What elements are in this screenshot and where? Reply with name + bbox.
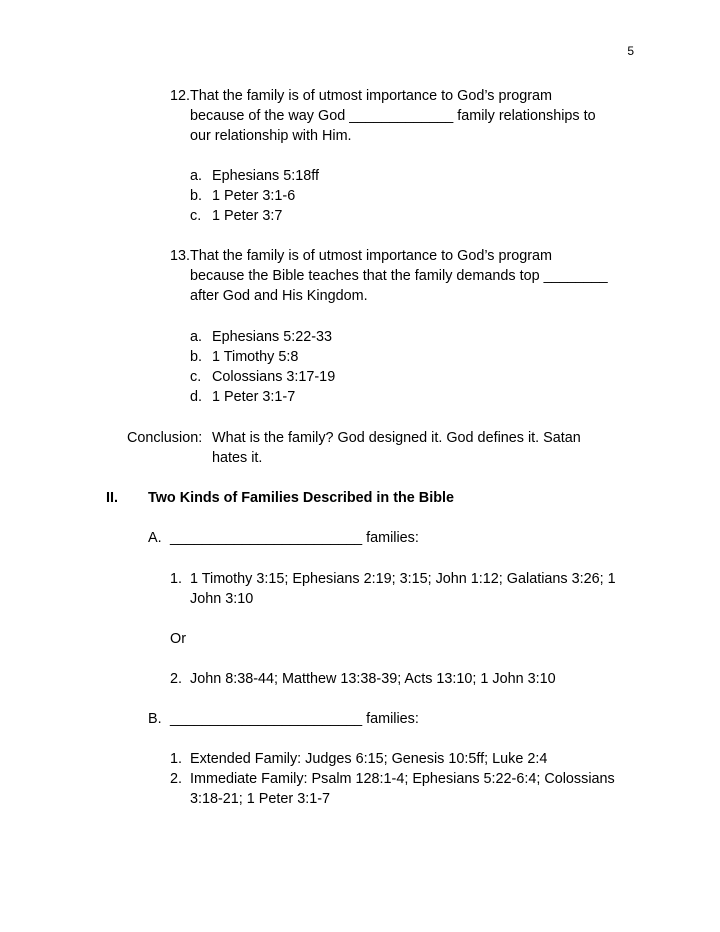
- item-12-line-3: our relationship with Him.: [190, 128, 352, 144]
- part-a-item-2-line-1: John 8:38-44; Matthew 13:38-39; Acts 13:10; 1 John 3:10: [190, 671, 556, 687]
- part-b-item-2-line-1: Immediate Family: Psalm 128:1-4; Ephesians 5:22-6:4; Colossians: [190, 771, 615, 787]
- part-a-item-2-number: 2.: [170, 671, 183, 687]
- item-13-ref-c: Colossians 3:17-19: [212, 369, 336, 385]
- part-b-text: ________________________ families:: [170, 711, 419, 727]
- part-b-letter: B.: [148, 711, 162, 727]
- part-b-item-2-line-2: 3:18-21; 1 Peter 3:1-7: [190, 791, 330, 807]
- part-b-item-1-line-1: Extended Family: Judges 6:15; Genesis 10:5ff; Luke 2:4: [190, 751, 548, 767]
- item-13-line-3: after God and His Kingdom.: [190, 288, 368, 304]
- part-a-item-1-line-1: 1 Timothy 3:15; Ephesians 2:19; 3:15; John 1:12; Galatians 3:26; 1: [190, 571, 616, 587]
- item-13-line-2: because the Bible teaches that the family demands top ________: [190, 268, 608, 284]
- item-13-line-1: That the family is of utmost importance to God’s program: [190, 248, 553, 264]
- part-a-or: Or: [170, 631, 186, 647]
- conclusion-line-1: What is the family? God designed it. God defines it. Satan: [212, 430, 581, 446]
- item-12-line-1: That the family is of utmost importance to God’s program: [190, 88, 553, 104]
- item-12-number: 12.: [170, 88, 191, 104]
- item-12-ref-c: 1 Peter 3:7: [212, 208, 283, 224]
- part-a-text: ________________________ families:: [170, 530, 419, 546]
- item-12-ref-a-letter: a.: [190, 168, 203, 184]
- item-12-ref-b: 1 Peter 3:1-6: [212, 188, 296, 204]
- part-a-item-1-number: 1.: [170, 571, 183, 587]
- conclusion-label: Conclusion:: [127, 430, 203, 446]
- section-2-heading: Two Kinds of Families Described in the Bible: [148, 490, 454, 506]
- item-13-ref-d-letter: d.: [190, 389, 203, 405]
- item-13-ref-b: 1 Timothy 5:8: [212, 349, 299, 365]
- item-13-ref-a-letter: a.: [190, 329, 203, 345]
- conclusion-line-2: hates it.: [212, 450, 263, 466]
- item-13-ref-b-letter: b.: [190, 349, 203, 365]
- part-a-letter: A.: [148, 530, 162, 546]
- page-number: 5: [627, 44, 634, 58]
- item-12-line-2: because of the way God _____________ family relationships to: [190, 108, 596, 124]
- item-13-ref-d: 1 Peter 3:1-7: [212, 389, 296, 405]
- part-a-item-1-line-2: John 3:10: [190, 591, 254, 607]
- item-13-ref-c-letter: c.: [190, 369, 202, 385]
- item-12-ref-b-letter: b.: [190, 188, 203, 204]
- part-b-item-1-number: 1.: [170, 751, 183, 767]
- item-13-ref-a: Ephesians 5:22-33: [212, 329, 333, 345]
- part-b-item-2-number: 2.: [170, 771, 183, 787]
- item-12-ref-c-letter: c.: [190, 208, 202, 224]
- item-13-number: 13.: [170, 248, 191, 264]
- item-12-ref-a: Ephesians 5:18ff: [212, 168, 319, 184]
- section-2-numeral: II.: [106, 490, 118, 506]
